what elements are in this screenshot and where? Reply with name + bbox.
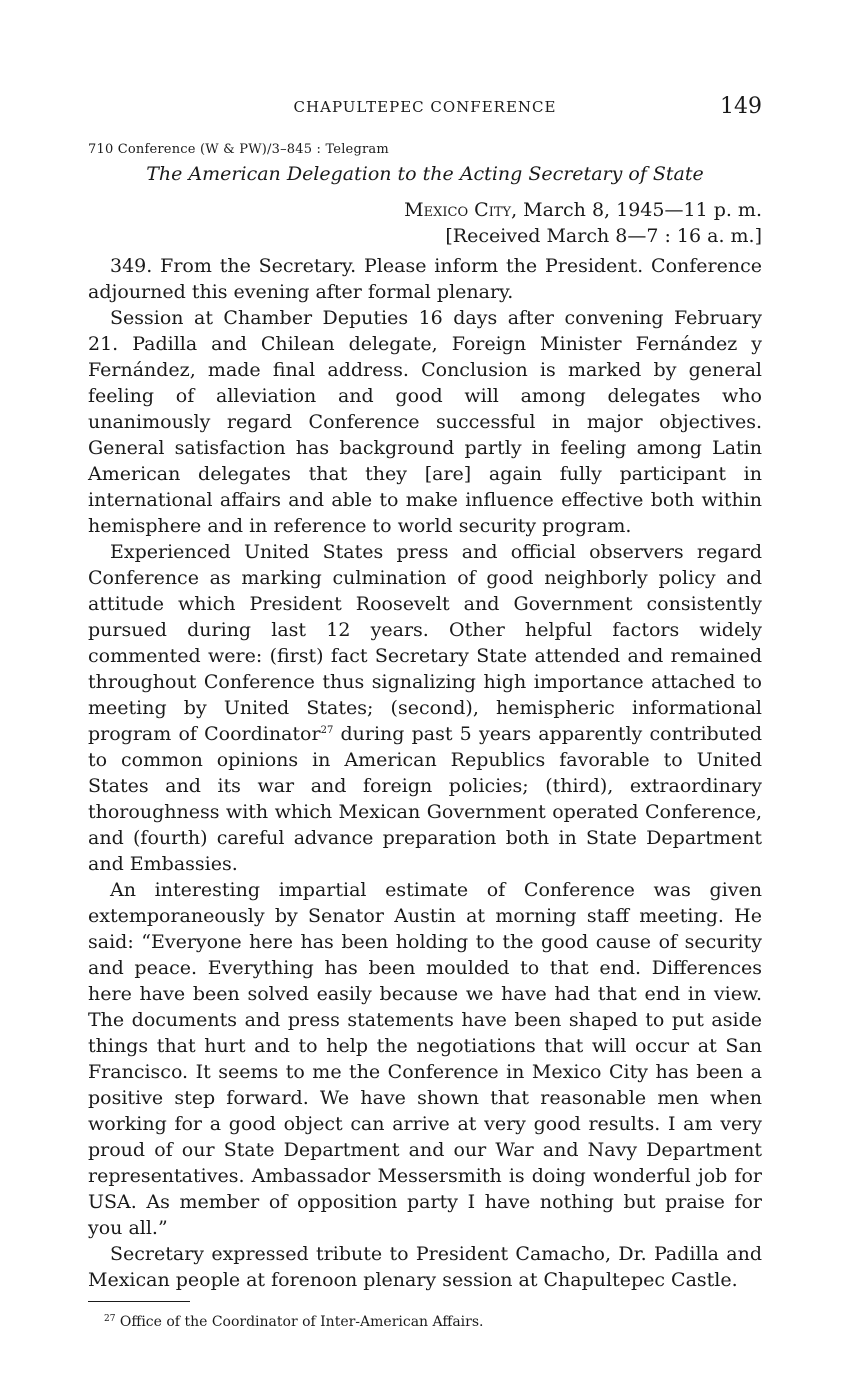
- paragraph-3-part-a: Experienced United States press and official observers regard Conference as marking culmination of good neighborly policy and attitude which President Roosevelt and Government consistently pursued during last 12 years. Other helpful factors widely commented were: (first) fact Secretary State attended and remained throughout Conference thus signalizing high importance attached to meeting by United States; (second), hemispheric informational program of Coordinator: [88, 541, 762, 745]
- dateline-date: March 8, 1945—11 p. m.: [523, 199, 762, 221]
- page-header: [88, 90, 762, 126]
- document-heading: The American Delegation to the Acting Secretary of State: [146, 163, 704, 185]
- paragraph-3-part-b: during past 5 years apparently contributed to common opinions in American Republics favorable to United States and its war and foreign policies; (third), extraordinary thoroughness with which Mexican Government operated Conference, and (fourth) careful advance preparation both in State Department and Embassies.: [88, 723, 762, 875]
- paragraph-3: [88, 539, 762, 877]
- dateline-place: Mexico City,: [404, 199, 518, 221]
- telegram-body: [88, 253, 762, 1293]
- file-reference: 710 Conference (W & PW)/3–845 : Telegram: [88, 142, 389, 157]
- paragraph-5: Secretary expressed tribute to President Camacho, Dr. Padilla and Mexican people at forenoon plenary session at Chapultepec Castle.: [88, 1243, 762, 1291]
- footnote-reference[interactable]: 27: [320, 725, 334, 736]
- dateline: [88, 197, 762, 249]
- footnote-marker: 27: [104, 1314, 116, 1324]
- paragraph-2: Session at Chamber Deputies 16 days after convening February 21. Padilla and Chilean delegate, Foreign Minister Fernández y Fernández, made final address. Conclusion is marked by general feeling of alleviation and good will among delegates who unanimously regard Conference successful in major objectives. General satisfaction has background partly in feeling among Latin American delegates that they [are] again fully participant in international affairs and able to make influence effective both within hemisphere and in reference to world security program.: [88, 307, 762, 537]
- running-head: CHAPULTEPEC CONFERENCE: [293, 98, 557, 116]
- paragraph-1: 349. From the Secretary. Please inform the President. Conference adjourned this evening after formal plenary.: [88, 255, 762, 303]
- page-number: 149: [720, 94, 762, 119]
- footnote-divider: [88, 1301, 190, 1302]
- footnote-text: Office of the Coordinator of Inter-American Affairs.: [115, 1314, 484, 1330]
- document-page: [88, 90, 762, 1330]
- received-note: [Received March 8—7 : 16 a. m.]: [445, 225, 762, 247]
- footnote: [88, 1314, 762, 1330]
- paragraph-4: An interesting impartial estimate of Conference was given extemporaneously by Senator Austin at morning staff meeting. He said: “Everyone here has been holding to the good cause of security and peace. Everything has been moulded to that end. Differences here have been solved easily because we have had that end in view. The documents and press statements have been shaped to put aside things that hurt and to help the negotiations that will occur at San Francisco. It seems to me the Conference in Mexico City has been a positive step forward. We have shown that reasonable men when working for a good object can arrive at very good results. I am very proud of our State Department and our War and Navy Department representatives. Ambassador Messersmith is doing wonderful job for USA. As member of opposition party I have nothing but praise for you all.”: [88, 879, 762, 1239]
